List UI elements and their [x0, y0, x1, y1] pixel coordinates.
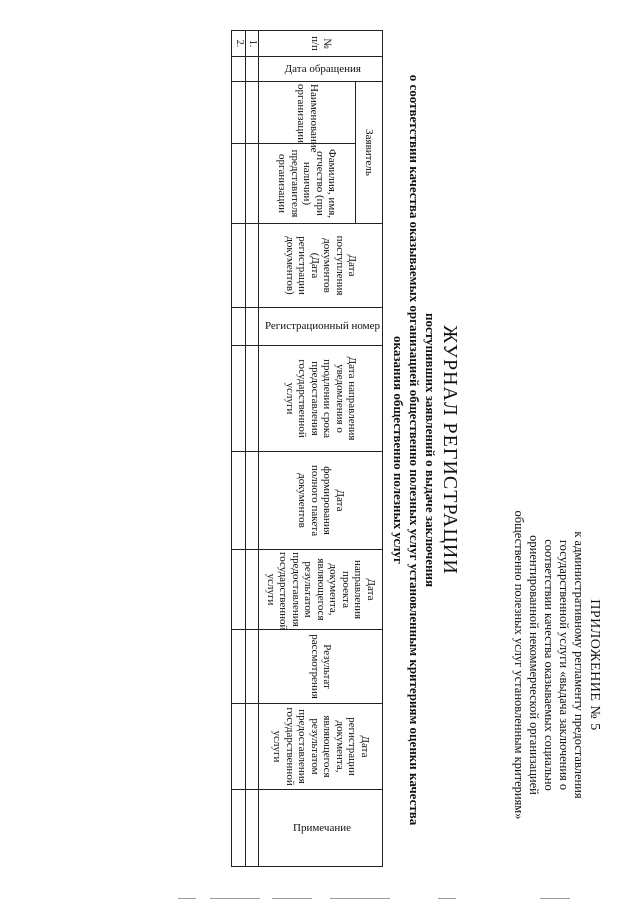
header-note — [259, 790, 383, 867]
appendix-line: к административному регламенту предоставления — [572, 531, 586, 799]
registration-journal-table — [231, 30, 383, 867]
journal-subtitle-line: оказания общественно полезных услуг — [391, 336, 406, 564]
table-row — [232, 31, 246, 867]
header-review-result: Результат рассмотрения — [259, 630, 383, 704]
journal-subtitle-line: о соответствии качества оказываемых организацией общественно полезных услуг установленным критериям оценки качества — [407, 74, 422, 826]
header-num: № п/п — [259, 31, 383, 57]
header-doc-reg-date: Дата регистрации документа, являющегося результатом предоставления государственной услуги — [259, 704, 383, 790]
header-date — [259, 57, 383, 82]
header-date-text: Дата обращения — [284, 62, 361, 75]
scan-artifact — [438, 898, 456, 899]
journal-subtitle-line: поступивших заявлений о выдаче заключения — [423, 313, 438, 587]
table-row — [245, 31, 259, 867]
journal-title: ЖУРНАЛ РЕГИСТРАЦИИ — [439, 325, 461, 575]
header-applicant: Заявитель — [355, 82, 382, 224]
appendix-block — [511, 460, 602, 870]
header-receipt-date: Дата поступления документов (Дата регистрации документов) — [259, 224, 383, 308]
row-number: 2. — [232, 31, 246, 57]
journal-heading — [390, 30, 462, 870]
scan-artifact — [330, 898, 390, 899]
appendix-line: соответствии качества оказываемых социально — [542, 539, 556, 791]
header-note-text: Примечание — [293, 821, 352, 834]
appendix-title: ПРИЛОЖЕНИЕ № 5 — [587, 599, 602, 731]
appendix-line: общественно полезных услуг установленным критериям» — [512, 510, 526, 820]
header-reg-number — [259, 308, 383, 346]
header-package-date: Дата формирования полного пакета документов — [259, 452, 383, 550]
scan-artifact — [178, 898, 196, 899]
scan-artifact — [210, 898, 260, 899]
rotated-landscape-page — [20, 20, 620, 880]
row-number: 1. — [245, 31, 259, 57]
header-rep-name: Фамилия, имя, отчество (при наличии) представителя организации — [259, 144, 355, 224]
appendix-line: государственной услуги «выдача заключения о — [557, 539, 571, 791]
header-org-name: Наименование организации — [259, 82, 355, 144]
header-draft-date: Дата направления проекта документа, являющегося результатом предоставления государственной услуги — [259, 550, 383, 630]
header-extension-date: Дата направления уведомления о продлении срока предоставления государственной услуги — [259, 346, 383, 452]
header-reg-number-text: Регистрационный номер — [264, 320, 380, 333]
scan-artifact — [272, 898, 312, 899]
scan-artifact — [540, 898, 570, 899]
header-row — [355, 31, 382, 867]
appendix-line: ориентированной некоммерческой организацией — [527, 535, 541, 795]
